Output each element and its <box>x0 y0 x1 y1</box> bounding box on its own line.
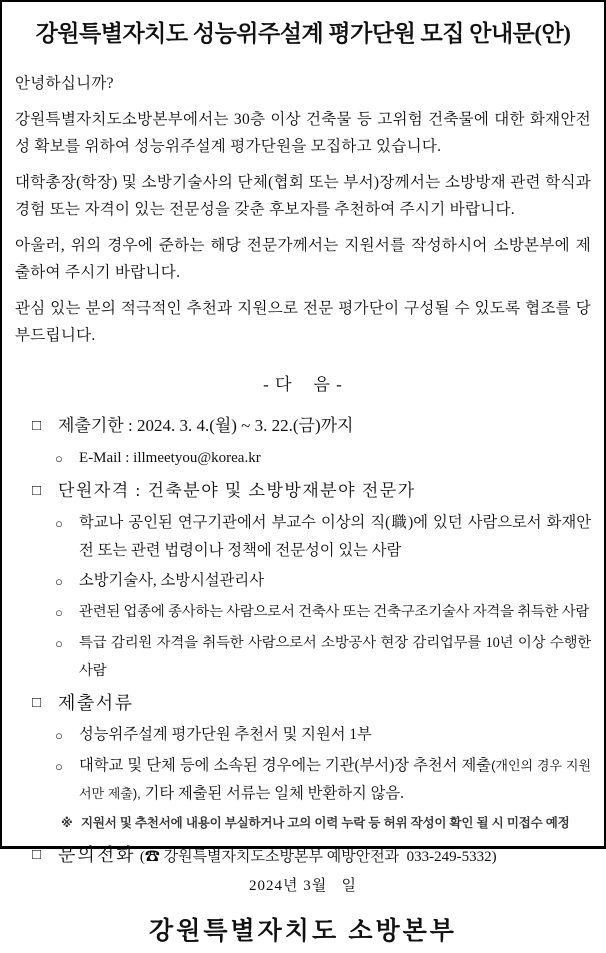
email-address: illmeetyou@korea.kr <box>133 450 261 466</box>
checkbox-square-icon: □ <box>32 483 42 499</box>
intro-greeting: 안녕하십니까? <box>15 75 114 92</box>
circle-bullet-icon: ○ <box>55 759 63 774</box>
qualification-text <box>58 476 416 506</box>
contact-label: 문의전화 <box>58 845 136 865</box>
qualification-bullet <box>15 567 591 596</box>
qualification-bullet <box>15 598 591 627</box>
documents-label: 제출서류 <box>58 693 134 713</box>
intro-paragraph: 아울러, 위의 경우에 준하는 해당 전문가께서는 지원서를 작성하시어 소방본부에 제출하여 주시기 바랍니다. <box>15 237 591 281</box>
contact-row <box>15 840 591 872</box>
deadline-row <box>15 411 591 441</box>
intro-section <box>15 66 591 358</box>
qualification-bullet <box>15 629 591 685</box>
qualification-label: 단원자격 <box>58 481 130 500</box>
checkbox-square-icon: □ <box>32 418 42 434</box>
email-label: E-Mail <box>79 450 122 466</box>
bullet-segment-main: 대학교 및 단체 등에 소속된 경우에는 기관(부서)장 추천서 제출 <box>79 757 492 774</box>
reference-mark-icon: ※ <box>61 816 73 830</box>
documents-bullet <box>15 721 591 750</box>
intro-paragraph: 관심 있는 분의 적극적인 추천과 지원으로 전문 평가단이 구성될 수 있도록 협조를 당부드립니다. <box>15 300 591 344</box>
bullet-segment-tail: 기타 제출된 서류는 일체 반환하지 않음. <box>140 785 404 802</box>
bullet-segment-parenthetical: (개인의 경우 지원서만 제출), <box>79 758 592 801</box>
checkbox-square-icon: □ <box>32 695 42 711</box>
page-title: 강원특별자치도 성능위주설계 평가단원 모집 안내문(안) <box>35 21 571 46</box>
deadline-label: 제출기한 <box>58 416 124 435</box>
checkbox-square-icon: □ <box>32 847 42 863</box>
documents-bullet-text <box>79 752 591 808</box>
circle-bullet-icon: ○ <box>55 605 63 620</box>
date-line: 2024년 3월 일 <box>249 878 357 894</box>
email-text <box>79 444 591 472</box>
qualification-bullet-text: 학교나 공인된 연구기관에서 부교수 이상의 직(職)에 있던 사람으로서 화재안전 또는 관련 법령이나 정책에 전문성이 있는 사람 <box>79 514 591 559</box>
qualification-bullet-text: 소방기술사, 소방시설관리사 <box>79 572 264 589</box>
documents-bullet <box>15 752 591 808</box>
qualification-value: 건축분야 및 소방방재분야 전문가 <box>147 481 416 500</box>
circle-bullet-icon: ○ <box>55 728 63 743</box>
qualification-bullet <box>15 509 591 565</box>
circle-bullet-icon: ○ <box>55 451 63 466</box>
contact-paren-open: ( <box>139 849 145 865</box>
email-row <box>15 444 591 473</box>
issuing-organization: 강원특별자치도 소방본부 <box>149 918 457 945</box>
daum-separator: - 다 음 - <box>263 375 343 394</box>
contact-text <box>58 840 497 872</box>
qualification-bullet-text: 관련된 업종에 종사하는 사람으로서 건축사 또는 건축구조기술사 자격을 취득한 사람 <box>79 604 590 620</box>
colon-separator: : <box>123 416 137 435</box>
contact-detail: 강원특별자치도소방본부 예방안전과 033-249-5332 <box>159 849 492 865</box>
colon-separator: : <box>129 481 148 500</box>
documents-note-text: 지원서 및 추천서에 내용이 부실하거나 고의 이력 누락 등 허위 작성이 확인 될 시 미접수 예정 <box>81 816 570 830</box>
intro-paragraph: 강원특별자치도소방본부에서는 30층 이상 건축물 등 고위험 건축물에 대한 화재안전성 확보를 위하여 성능위주설계 평가단원을 모집하고 있습니다. <box>15 111 591 155</box>
intro-paragraph: 대학총장(학장) 및 소방기술사의 단체(협회 또는 부서)장께서는 소방방재 관련 학식과 경험 또는 자격이 있는 전문성을 갖춘 후보자를 추천하여 주시기 바랍니다. <box>15 174 591 218</box>
circle-bullet-icon: ○ <box>55 636 63 651</box>
deadline-value: 2024. 3. 4.(월) ~ 3. 22.(금)까지 <box>136 416 354 435</box>
circle-bullet-icon: ○ <box>55 516 63 531</box>
phone-icon: ☎ <box>144 849 160 865</box>
qualification-row <box>15 476 591 506</box>
circle-bullet-icon: ○ <box>55 574 63 589</box>
contact-paren-close: ) <box>491 849 497 865</box>
qualification-bullet-text: 특급 감리원 자격을 취득한 사람으로서 소방공사 현장 감리업무를 10년 이상 수행한 사람 <box>79 635 591 679</box>
documents-note <box>15 811 591 836</box>
colon-separator: : <box>121 450 134 466</box>
documents-bullet-text: 성능위주설계 평가단원 추천서 및 지원서 1부 <box>79 726 372 743</box>
documents-row <box>15 688 591 718</box>
footer-section <box>15 874 591 953</box>
deadline-text <box>58 411 353 441</box>
